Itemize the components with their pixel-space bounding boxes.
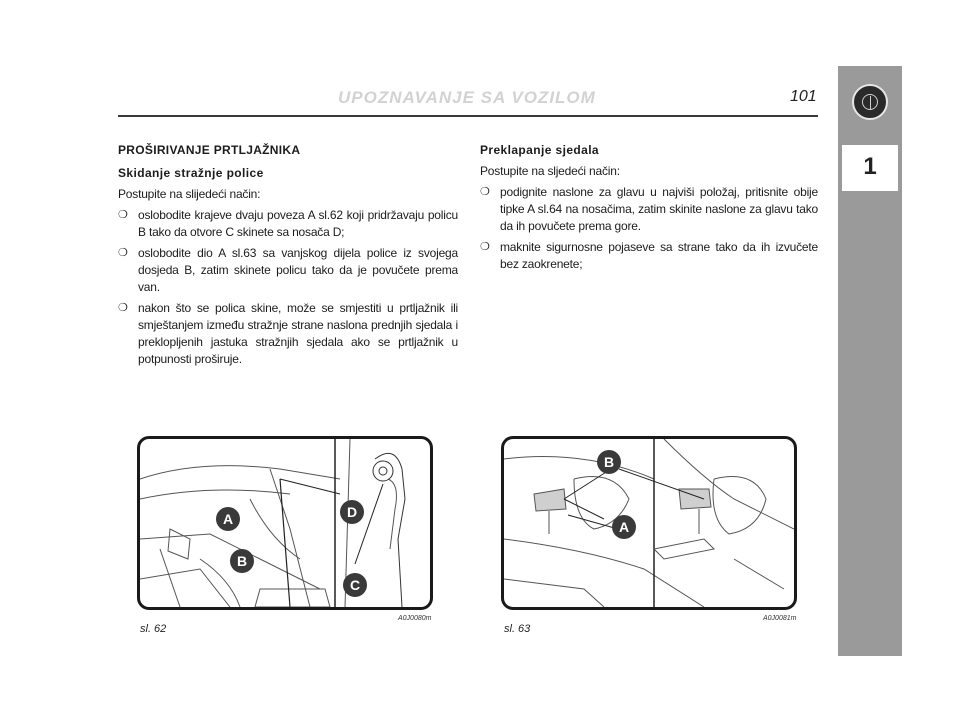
bullet-icon: ❍ — [118, 247, 128, 259]
left-column — [118, 142, 458, 372]
list-item-text: oslobodite krajeve dvaju poveza A sl.62 koji pridržavaju policu B tako da otvore C skinete sa nosača D; — [138, 208, 458, 239]
list-item — [118, 245, 458, 296]
figure-sl63-illustration — [504, 439, 794, 607]
figure-sl62-illustration — [140, 439, 430, 607]
callout-d-label: D — [346, 504, 358, 520]
list-item-text: oslobodite dio A sl.63 sa vanjskog dijela police iz svojega dosjeda B, zatim skinete policu tako da je povučete prema van. — [138, 246, 458, 294]
list-item — [480, 239, 818, 273]
instruction-list — [118, 207, 458, 368]
callout-b-label: B — [236, 553, 248, 569]
figure-code: A0J0081m — [763, 615, 797, 622]
bullet-icon: ❍ — [480, 241, 490, 253]
callout-a-label: A — [222, 511, 234, 527]
section-heading: PROŠIRIVANJE PRTLJAŽNIKA — [118, 143, 301, 157]
callout-a-label: A — [618, 519, 630, 535]
alfa-romeo-logo-icon — [852, 84, 888, 120]
chapter-tab[interactable] — [842, 145, 898, 191]
figure-sl63 — [501, 436, 797, 610]
header-title: UPOZNAVANJE SA VOZILOM — [338, 88, 596, 107]
list-item — [118, 300, 458, 368]
figure-caption: sl. 62 — [140, 623, 167, 635]
bullet-icon: ❍ — [118, 209, 128, 221]
intro-text: Postupite na sljedeći način: — [480, 164, 620, 178]
list-item — [480, 184, 818, 235]
list-item-text: maknite sigurnosne pojaseve sa strane tako da ih izvučete bez zaokrenete; — [500, 240, 818, 271]
figure-sl62 — [137, 436, 433, 610]
instruction-list — [480, 184, 818, 273]
callout-c-label: C — [349, 577, 361, 593]
section-heading: Preklapanje sjedala — [480, 143, 599, 157]
intro-text: Postupite na slijedeći način: — [118, 187, 261, 201]
chapter-number: 1 — [863, 153, 877, 180]
figure-code: A0J0080m — [398, 615, 432, 622]
logo-ring — [862, 94, 878, 110]
figure-caption: sl. 63 — [504, 623, 531, 635]
right-column — [480, 142, 818, 277]
header-rule — [118, 115, 818, 117]
bullet-icon: ❍ — [118, 302, 128, 314]
section-subheading: Skidanje stražnje police — [118, 166, 264, 180]
list-item-text: podignite naslone za glavu u najviši položaj, pritisnite obije tipke A sl.64 na nosačima, zatim skinite naslone za glavu tako da ih povučete prema gore. — [500, 185, 818, 233]
logo-cross — [870, 96, 871, 110]
list-item-text: nakon što se polica skine, može se smjestiti u prtljažnik ili smještanjem između stražnje strane naslona prednjih sjedala i preklopljenih jastuka stražnjih sjedala ako se prtljažnik u potpunosti proširuje. — [138, 301, 458, 366]
list-item — [118, 207, 458, 241]
bullet-icon: ❍ — [480, 186, 490, 198]
page-number: 101 — [790, 88, 817, 105]
callout-b-label: B — [603, 454, 615, 470]
